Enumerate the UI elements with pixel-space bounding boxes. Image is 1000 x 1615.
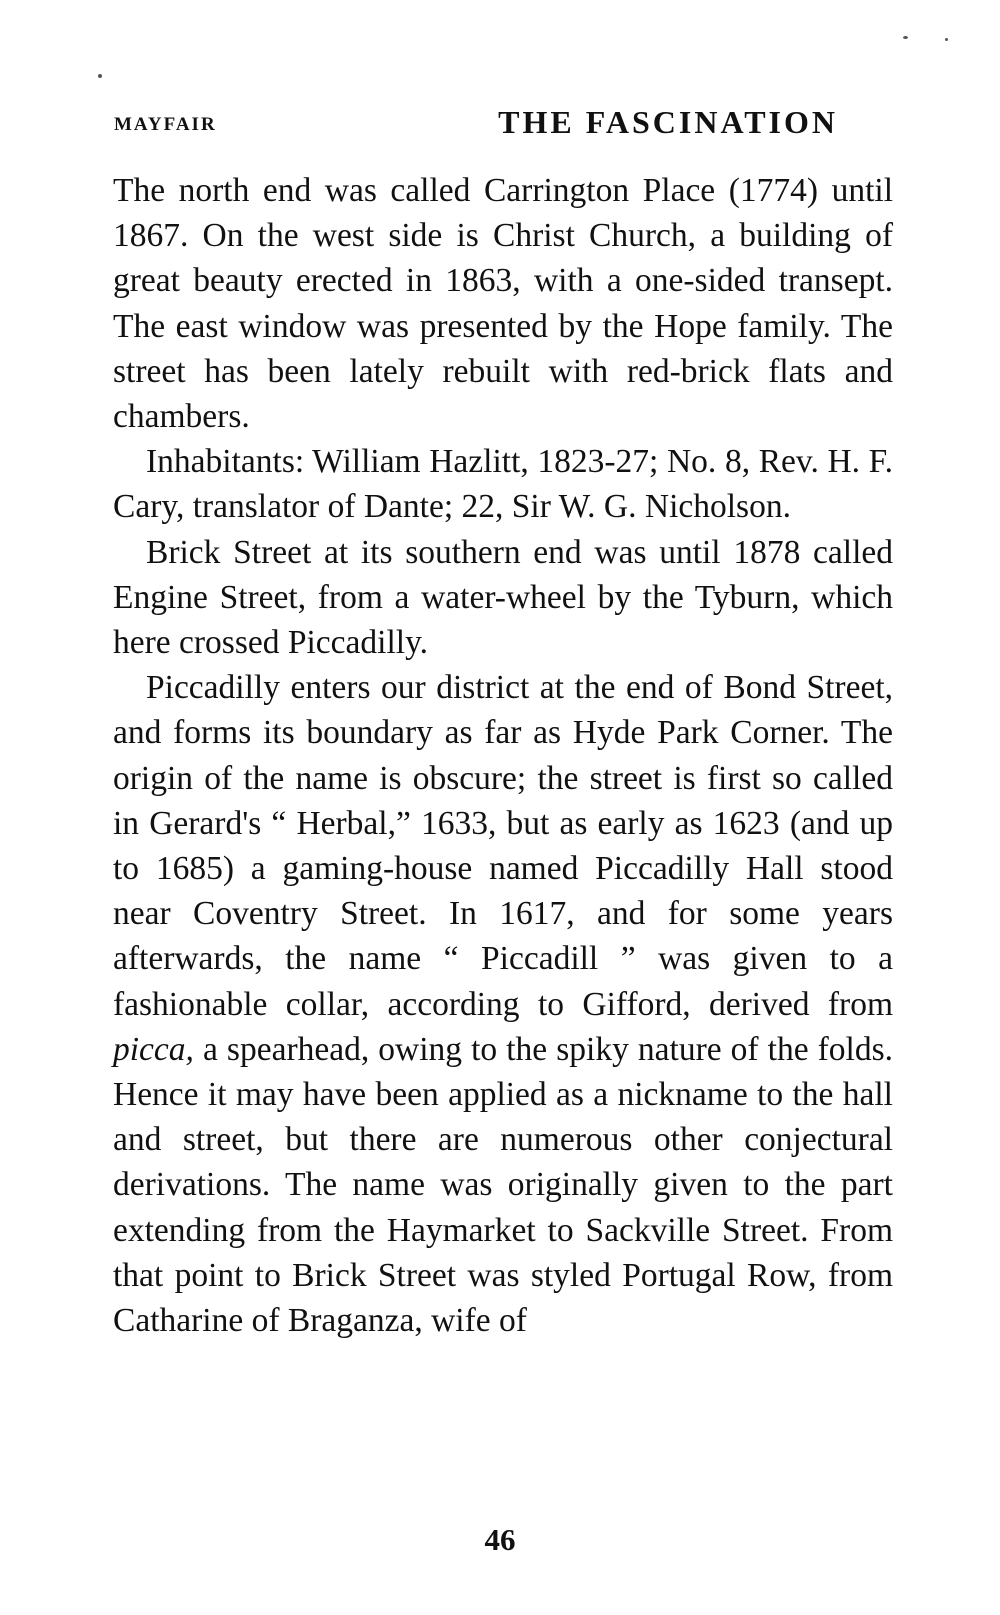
paragraph-brick-street: Brick Street at its southern end was until 1878 called Engine Street, from a water-wheel by the Tyburn, which here crossed Piccadilly. (113, 533, 893, 662)
section-label: MAYFAIR (114, 114, 217, 135)
running-head (114, 104, 838, 144)
scan-speck (98, 74, 102, 78)
piccadilly-text-part-2: a spearhead, owing to the spiky nature of the folds. Hence it may have been applied as a nickname to the hall and street, but there are numerous other conjectural derivations. The name was originally given to the part extending from the Haymarket to Sackville Street. From that point to Brick Street was styled Portugal Row, from Catharine of Braganza, wife of (113, 1030, 894, 1340)
italic-word-picca: picca, (113, 1030, 194, 1068)
paragraph-inhabitants: Inhabitants: William Hazlitt, 1823-27; No. 8, Rev. H. F. Cary, translator of Dante; 22, Sir W. G. Nicholson. (113, 443, 893, 526)
paragraph-piccadilly (113, 665, 893, 1343)
scan-speck (945, 38, 948, 41)
scan-speck (903, 36, 908, 39)
page-number: 46 (484, 1522, 516, 1557)
body-text (113, 168, 893, 1343)
page-title: THE FASCINATION (498, 104, 838, 140)
piccadilly-text-part-1: Piccadilly enters our district at the end of Bond Street, and forms its boundary as far as Hyde Park Corner. The origin of the name is obscure; the street is first so called in Gerard's “ Herbal,” 1633, but as early as 1623 (and up to 1685) a gaming-house named Piccadilly Hall stood near Coventry Street. In 1617, and for some years afterwards, the name “ Piccadill ” was given to a fashionable collar, according to Gifford, derived from (113, 669, 893, 1023)
paragraph-carrington-place: The north end was called Carrington Place (1774) until 1867. On the west side is Christ Church, a building of great beauty erected in 1863, with a one-sided transept. The east window was presented by the Hope family. The street has been lately rebuilt with red-brick flats and chambers. (113, 172, 893, 436)
